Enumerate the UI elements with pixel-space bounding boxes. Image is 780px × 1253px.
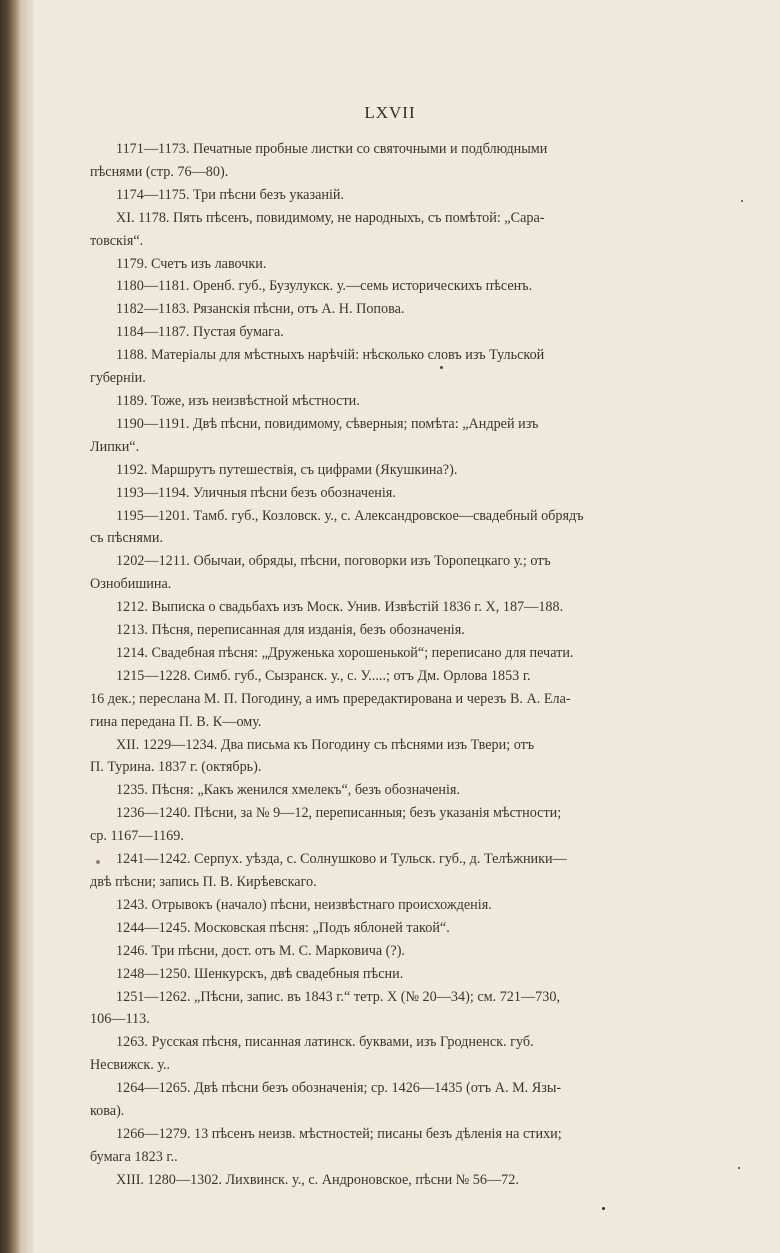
entry-continuation-line: двѣ пѣсни; запись П. В. Кирѣевскаго.: [90, 874, 317, 890]
entry-line: 1264—1265. Двѣ пѣсни безъ обозначенія; ср. 1426—1435 (отъ А. М. Язы-: [116, 1080, 562, 1097]
entry-continuation-line: кова).: [90, 1103, 125, 1120]
entry-continuation-line: пѣснями (стр. 76—80).: [90, 163, 229, 180]
entry-line: 1241—1242. Серпух. уѣзда, с. Солнушково и Тульск. губ., д. Телѣжники—: [116, 851, 567, 868]
entry-line: 1246. Три пѣсни, дост. отъ М. С. Марковича (?).: [116, 942, 405, 959]
page-number: LXVII: [364, 103, 416, 122]
entry-line: 1192. Маршрутъ путешествія, съ цифрами (Якушкина?).: [116, 461, 458, 478]
entry-line: 1212. Выписка о свадьбахъ изъ Моск. Унив. Извѣстій 1836 г. Х, 187—188.: [116, 599, 564, 616]
entry-line: 1195—1201. Тамб. губ., Козловск. у., с. Александровское—свадебный обрядъ: [116, 507, 584, 524]
entry-line: 1193—1194. Уличныя пѣсни безъ обозначенія.: [116, 484, 396, 501]
paper-speck: [440, 366, 443, 369]
entry-line: 1251—1262. „Пѣсни, запис. въ 1843 г.“ тетр. Х (№ 20—34); см. 721—730,: [116, 988, 561, 1005]
entry-continuation-line: губерніи.: [90, 370, 146, 387]
paper-speck: [741, 200, 743, 202]
entry-continuation-line: товскія“.: [90, 232, 144, 249]
entry-line: 1184—1187. Пустая бумага.: [116, 324, 284, 341]
entry-line: 1202—1211. Обычаи, обряды, пѣсни, поговорки изъ Торопецкаго у.; отъ: [116, 553, 551, 570]
entry-continuation-line: П. Турина. 1837 г. (октябрь).: [90, 759, 262, 776]
entry-line: 1263. Русская пѣсня, писанная латинск. буквами, изъ Гродненск. губ.: [116, 1034, 534, 1051]
entry-line: 1215—1228. Симб. губ., Сызранск. у., с. У.....; отъ Дм. Орлова 1853 г.: [116, 667, 531, 684]
gutter-shadow: [22, 0, 36, 1253]
paper-speck: [602, 1207, 605, 1210]
entry-line: XII. 1229—1234. Два письма къ Погодину съ пѣснями изъ Твери; отъ: [116, 736, 535, 753]
entry-continuation-line: ср. 1167—1169.: [90, 828, 184, 845]
entry-line: 1180—1181. Оренб. губ., Бузулукск. у.—семь историческихъ пѣсенъ.: [116, 278, 533, 295]
entry-line: 1214. Свадебная пѣсня: „Друженька хорошенькой“; переписано для печати.: [116, 644, 574, 661]
entry-continuation-line: Липки“.: [90, 438, 140, 455]
entry-continuation-line: гина передана П. В. К—ому.: [90, 713, 262, 730]
entry-line: 1248—1250. Шенкурскъ, двѣ свадебныя пѣсни.: [116, 965, 404, 982]
entry-continuation-line: бумага 1823 г..: [90, 1148, 178, 1165]
entry-continuation-line: съ пѣснями.: [90, 530, 164, 547]
entry-line: 1213. Пѣсня, переписанная для изданія, безъ обозначенія.: [116, 622, 465, 639]
entry-continuation-line: Ознобишина.: [90, 576, 172, 593]
entry-line: 1236—1240. Пѣсни, за № 9—12, переписанныя; безъ указанія мѣстности;: [116, 805, 562, 822]
entry-line: 1174—1175. Три пѣсни безъ указаній.: [116, 186, 345, 203]
paper-speck: [96, 860, 100, 864]
entry-line: 1188. Матеріалы для мѣстныхъ нарѣчій: нѣсколько словъ изъ Тульской: [116, 347, 545, 364]
entry-line: 1189. Тоже, изъ неизвѣстной мѣстности.: [116, 392, 360, 409]
entry-line: 1190—1191. Двѣ пѣсни, повидимому, сѣверныя; помѣта: „Андрей изъ: [116, 415, 539, 432]
entry-line: 1243. Отрывокъ (начало) пѣсни, неизвѣстнаго происхожденія.: [116, 896, 492, 913]
entry-continuation-line: 106—113.: [90, 1011, 150, 1028]
book-spine: [0, 0, 22, 1253]
paper-speck: [738, 1167, 740, 1169]
entry-continuation-line: 16 дек.; переслана М. П. Погодину, а имъ прередактирована и черезъ В. А. Ела-: [90, 690, 571, 707]
entry-line: 1179. Счетъ изъ лавочки.: [116, 255, 267, 272]
catalog-entries: [90, 138, 680, 1192]
entry-line: 1171—1173. Печатные пробные листки со святочными и подблюдными: [116, 141, 548, 157]
entry-line: 1235. Пѣсня: „Какъ женился хмелекъ“, безъ обозначенія.: [116, 782, 460, 799]
entry-line: 1244—1245. Московская пѣсня: „Подъ яблоней такой“.: [116, 919, 450, 936]
entry-line: 1182—1183. Рязанскія пѣсни, отъ А. Н. Попова.: [116, 301, 405, 318]
entry-line: XI. 1178. Пять пѣсенъ, повидимому, не народныхъ, съ помѣтой: „Сара-: [116, 209, 545, 226]
entry-line: XIII. 1280—1302. Лихвинск. у., с. Андроновское, пѣсни № 56—72.: [116, 1171, 519, 1188]
entry-line: 1266—1279. 13 пѣсенъ неизв. мѣстностей; писаны безъ дѣленія на стихи;: [116, 1125, 562, 1142]
entry-continuation-line: Несвижск. у..: [90, 1057, 171, 1074]
